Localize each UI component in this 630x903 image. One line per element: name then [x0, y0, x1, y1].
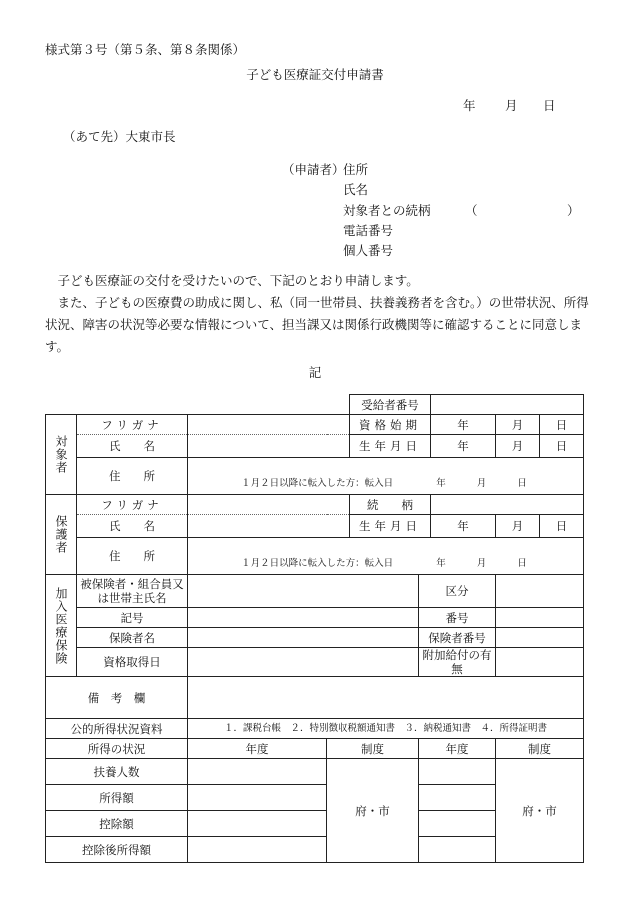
date-year-label: 年	[463, 98, 476, 113]
subject-address-label: 住 所	[77, 458, 188, 495]
blank-corner	[46, 395, 350, 415]
eligibility-month[interactable]: 月	[496, 415, 540, 435]
subject-move-in-day: 日	[517, 478, 527, 489]
income-docs-options[interactable]: １．課税台帳 ２．特別徴収税額通知書 ３．納税通知書 ４．所得証明書	[188, 719, 584, 739]
remarks-field[interactable]	[188, 677, 584, 719]
guardian-name-label: 氏 名	[77, 515, 188, 538]
additional-benefit-field[interactable]	[496, 648, 584, 677]
guardian-address-field[interactable]	[188, 538, 584, 575]
subject-name-label: 氏 名	[77, 435, 188, 458]
dependents-year2-field[interactable]	[419, 759, 496, 785]
applicant-prefix: （申請者）	[282, 162, 345, 177]
income-status-label: 所得の状況	[46, 739, 188, 759]
deduction-year1-field[interactable]	[188, 811, 327, 837]
subject-birthdate-label: 生年月日	[350, 435, 431, 458]
insured-name-label: 被保険者・組合員又は世帯主氏名	[77, 575, 188, 608]
system-header-1: 制度	[327, 739, 419, 759]
consent-paragraph-2: また、子どもの医療費の助成に関し、私（同一世帯員、扶養義務者を含む。）の世帯状況、所得状況、障害の状況等必要な情報について、担当課又は関係行政機関等に確認することに同意します。	[45, 295, 589, 354]
guardian-birthdate-label: 生年月日	[350, 515, 431, 538]
acquisition-date-field[interactable]	[188, 648, 419, 677]
subject-move-in-month: 月	[476, 478, 487, 489]
applicant-phone-label: 電話番号	[343, 223, 394, 238]
date-month-label: 月	[505, 98, 518, 113]
insured-name-field[interactable]	[188, 575, 419, 608]
insurance-group-label: 加入医療保険	[46, 575, 77, 677]
deduction-year2-field[interactable]	[419, 811, 496, 837]
additional-benefit-label: 附加給付の有無	[419, 648, 496, 677]
net-income-year2-field[interactable]	[419, 837, 496, 863]
insurer-name-field[interactable]	[188, 628, 419, 648]
subject-birth-month[interactable]: 月	[496, 435, 540, 458]
insurer-name-label: 保険者名	[77, 628, 188, 648]
relation-paren-close: ）	[567, 203, 580, 218]
recipient-number-label: 受給者番号	[350, 395, 431, 415]
addressee: （あて先）大東市長	[63, 129, 176, 144]
subject-move-in-note: １月２日以降に転入した方：転入日	[241, 478, 394, 489]
subject-group-label: 対象者	[46, 415, 77, 495]
applicant-name-label: 氏名	[343, 182, 369, 197]
guardian-move-in-note: １月２日以降に転入した方：転入日	[241, 558, 394, 569]
eligibility-year[interactable]: 年	[431, 415, 496, 435]
consent-paragraph-1: 子ども医療証の交付を受けたいので、下記のとおり申請します。	[57, 273, 419, 288]
guardian-group-label: 保護者	[46, 495, 77, 575]
symbol-label: 記号	[77, 608, 188, 628]
date-day-label: 日	[543, 98, 556, 113]
guardian-furigana-label: フリガナ	[77, 495, 188, 515]
subject-furigana-label: フリガナ	[77, 415, 188, 435]
acquisition-date-label: 資格取得日	[77, 648, 188, 677]
fiscal-year-header-1: 年度	[188, 739, 327, 759]
applicant-personal-number-label: 個人番号	[343, 243, 394, 258]
dependents-label: 扶養人数	[46, 759, 188, 785]
income-year2-field[interactable]	[419, 785, 496, 811]
number-field[interactable]	[496, 608, 584, 628]
symbol-field[interactable]	[188, 608, 419, 628]
category-field[interactable]	[496, 575, 584, 608]
income-year1-field[interactable]	[188, 785, 327, 811]
applicant-address-label: 住所	[343, 162, 369, 177]
eligibility-day[interactable]: 日	[540, 415, 584, 435]
insurer-number-label: 保険者番号	[419, 628, 496, 648]
application-table	[45, 394, 584, 863]
subject-name-field[interactable]	[188, 435, 350, 458]
guardian-move-in-day: 日	[517, 558, 527, 569]
income-amount-label: 所得額	[46, 785, 188, 811]
eligibility-start-label: 資格始期	[350, 415, 431, 435]
guardian-birth-month[interactable]: 月	[496, 515, 540, 538]
income-docs-label: 公的所得状況資料	[46, 719, 188, 739]
fiscal-year-header-2: 年度	[419, 739, 496, 759]
guardian-address-label: 住 所	[77, 538, 188, 575]
net-income-year1-field[interactable]	[188, 837, 327, 863]
category-label: 区分	[419, 575, 496, 608]
subject-address-field[interactable]	[188, 458, 584, 495]
consent-text	[45, 270, 590, 358]
applicant-relation-label: 対象者との続柄	[343, 203, 431, 218]
guardian-move-in-month: 月	[476, 558, 487, 569]
subject-birth-year[interactable]: 年	[431, 435, 496, 458]
guardian-relation-field[interactable]	[431, 495, 584, 515]
subject-furigana-field[interactable]	[188, 415, 350, 435]
relation-paren-open: （	[465, 203, 478, 218]
dependents-year1-field[interactable]	[188, 759, 327, 785]
recipient-number-field[interactable]	[431, 395, 584, 415]
guardian-birth-day[interactable]: 日	[540, 515, 584, 538]
system-header-2: 制度	[496, 739, 584, 759]
number-label: 番号	[419, 608, 496, 628]
subject-move-in-year: 年	[436, 478, 446, 489]
guardian-furigana-field[interactable]	[188, 495, 350, 515]
guardian-relation-label: 続 柄	[350, 495, 431, 515]
system-2-value[interactable]: 府・市	[496, 759, 584, 863]
subject-birth-day[interactable]: 日	[540, 435, 584, 458]
deduction-label: 控除額	[46, 811, 188, 837]
guardian-birth-year[interactable]: 年	[431, 515, 496, 538]
net-income-label: 控除後所得額	[46, 837, 188, 863]
form-number: 様式第３号（第５条、第８条関係）	[45, 42, 246, 57]
ki-heading: 記	[308, 365, 322, 380]
insurer-number-field[interactable]	[496, 628, 584, 648]
guardian-move-in-year: 年	[436, 558, 446, 569]
document-title: 子ども医療証交付申請書	[246, 67, 384, 82]
guardian-name-field[interactable]	[188, 515, 350, 538]
remarks-label: 備 考 欄	[46, 677, 188, 719]
system-1-value[interactable]: 府・市	[327, 759, 419, 863]
